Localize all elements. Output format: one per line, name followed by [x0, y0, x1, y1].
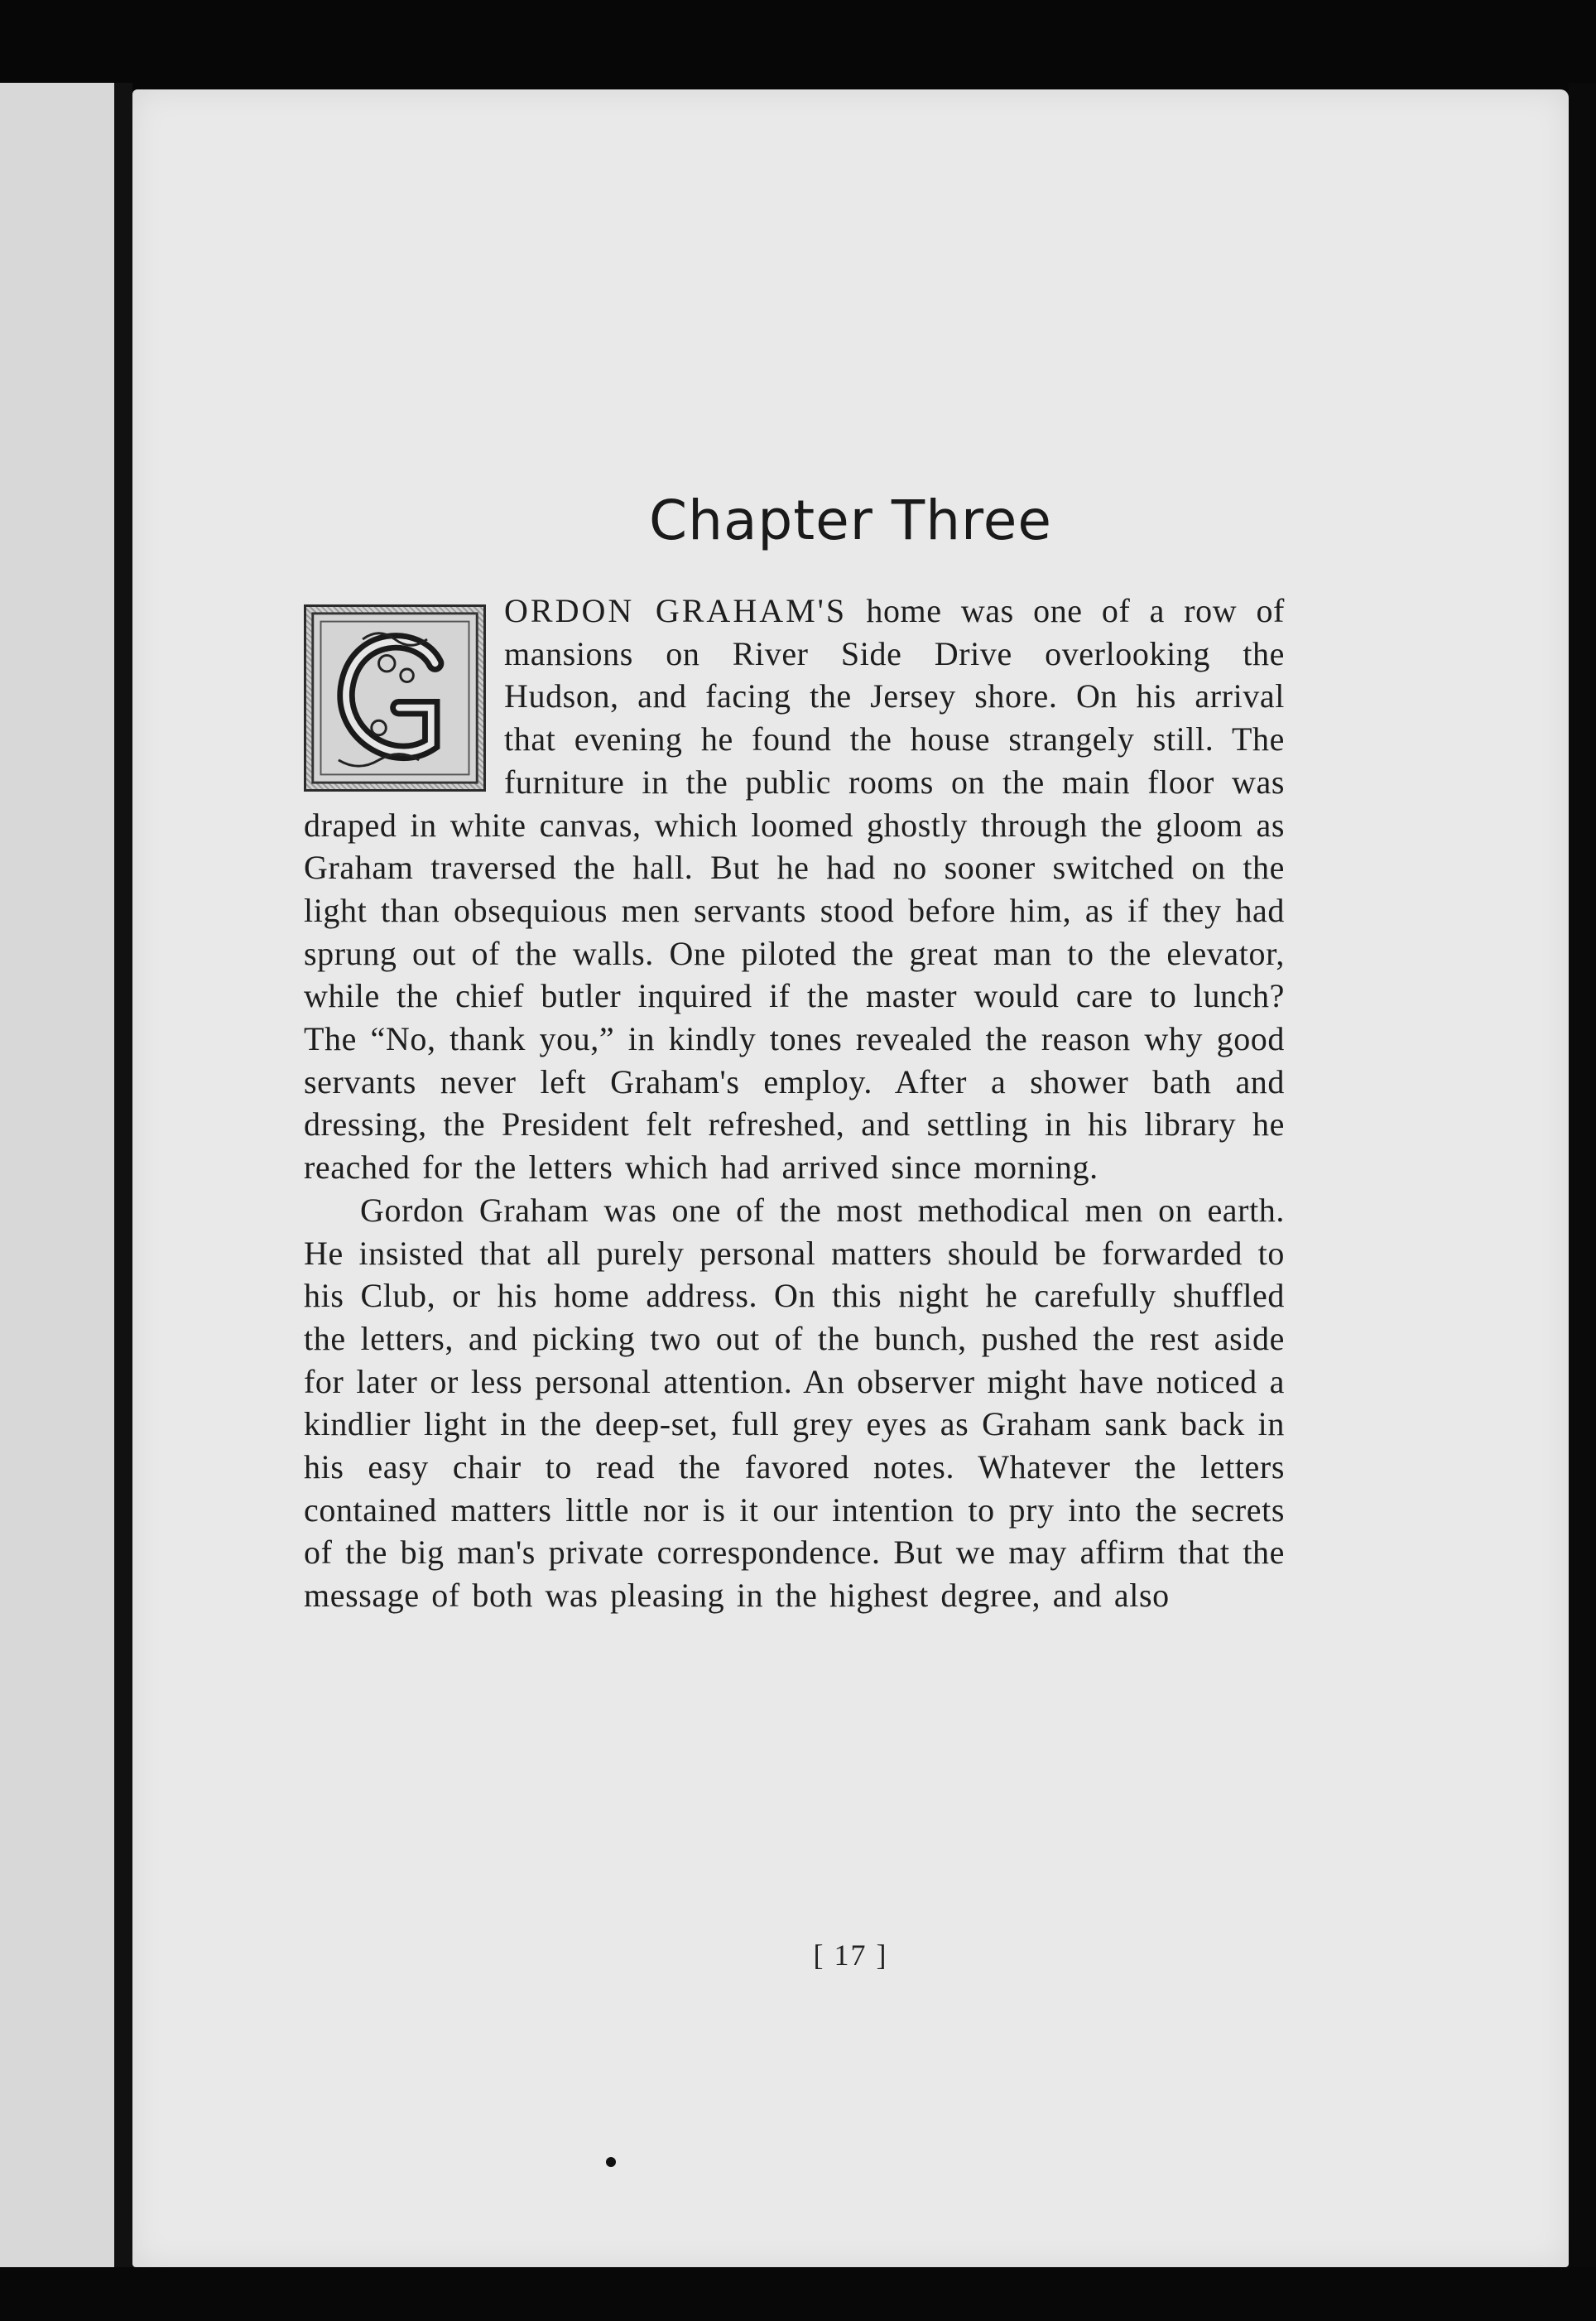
scan-bottom-border — [0, 2267, 1596, 2321]
scan-speck — [606, 2157, 616, 2167]
book-binding — [114, 83, 132, 2269]
paragraph-1-text: home was one of a row of mansions on River Side Drive overlooking the Hudson, and facing the Jersey shore. On his arrival that evening he found the house strangely still. The furniture in the public rooms on the main floor was draped in white canvas, which loomed ghostly through the gloom as Graham traversed the hall. But he had no sooner switched on the light than obsequious men servants stood before him, as if they had sprung out of the walls. One piloted the great man to the elevator, while the chief butler inquired if the master would care to lunch? The “No, thank you,” in kindly tones revealed the reason why good servants never left Graham's employ. After a shower bath and dressing, the President felt refreshed, and settling in his library he reached for the letters which had arrived since morning. — [304, 592, 1285, 1187]
ornamental-drop-cap-icon — [304, 604, 486, 792]
paragraph-1 — [304, 590, 1285, 1189]
scan-top-border — [0, 0, 1596, 91]
scan-right-border — [1569, 83, 1596, 2319]
facing-page-edge — [0, 83, 116, 2269]
chapter-title: Chapter Three — [649, 489, 1052, 552]
paragraph-2: Gordon Graham was one of the most methodical men on earth. He insisted that all purely personal matters should be forwarded to his Club, or his home address. On this night he carefully shuffled the letters, and picking two out of the bunch, pushed the rest aside for later or less personal attention. An observer might have noticed a kindlier light in the deep-set, full grey eyes as Graham sank back in his easy chair to read the favored notes. Whatever the letters contained matters little nor is it our intention to pry into the secrets of the big man's private correspondence. But we may affirm that the message of both was pleasing in the highest degree, and also — [304, 1191, 1285, 1615]
page-number: [ 17 ] — [813, 1938, 888, 1972]
drop-cap-continuation: ORDON GRAHAM'S — [504, 592, 848, 629]
chapter-body — [304, 590, 1285, 1617]
